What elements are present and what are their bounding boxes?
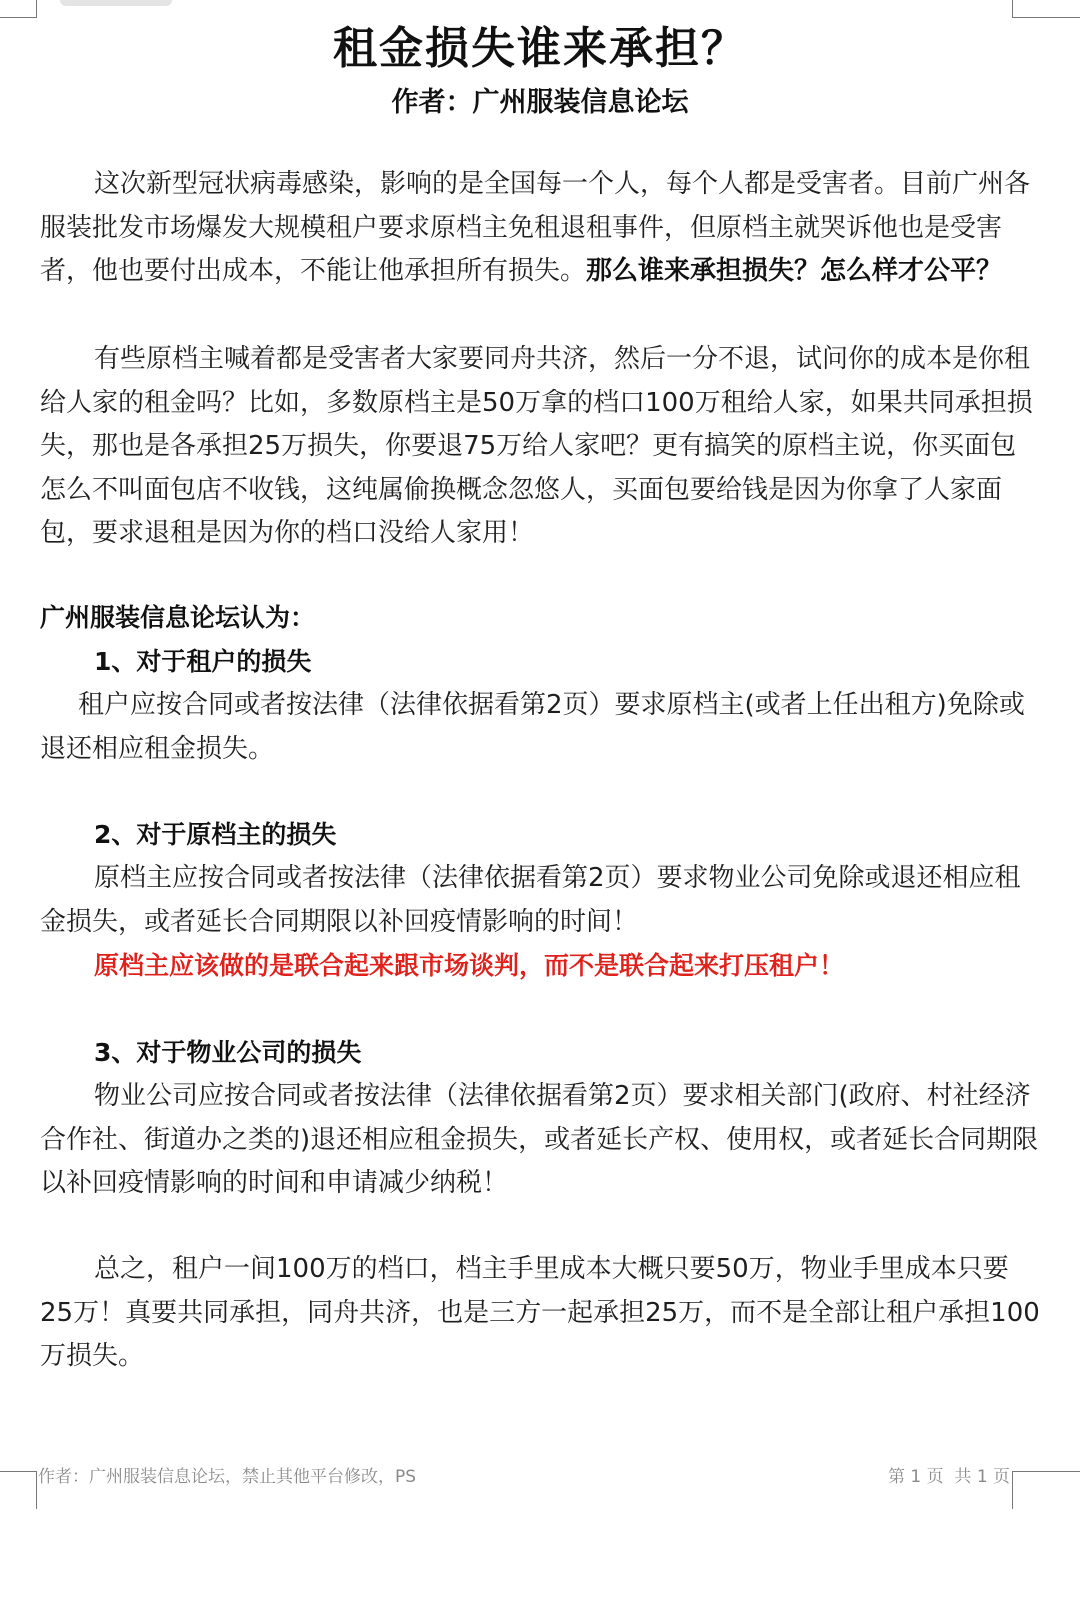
document-author: 作者：广州服装信息论坛 (391, 87, 689, 118)
crop-mark-bottom-left-v (36, 1471, 37, 1509)
paragraph-intro (40, 163, 1040, 294)
section2-highlight: 原档主应该做的是联合起来跟市场谈判，而不是联合起来打压租户！ (94, 951, 845, 980)
paragraph-argument: 有些原档主喊着都是受害者大家要同舟共济，然后一分不退，试问你的成本是你租给人家的租金吗？比如，多数原档主是50万拿的档口100万租给人家，如果共同承担损失，那也是各承担25万损失，你要退75万给人家吧？更有搞笑的原档主说，你买面包怎么不叫面包店不收钱，这纯属偷换概念忽悠人，买面包要给钱是因为你拿了人家面包，要求退租是因为你的档口没给人家用！ (40, 344, 1033, 548)
section1-heading: 1、对于租户的损失 (94, 647, 312, 676)
footer-author-note: 作者：广州服装信息论坛，禁止其他平台修改，PS (38, 1467, 417, 1487)
section3-body: 物业公司应按合同或者按法律（法律依据看第2页）要求相关部门(政府、村社经济合作社、街道办之类的)退还相应租金损失，或者延长产权、使用权，或者延长合同期限以补回疫情影响的时间和申请减少纳税！ (40, 1081, 1039, 1198)
paragraph-intro-text: 这次新型冠状病毒感染，影响的是全国每一个人，每个人都是受害者。目前广州各服装批发市场爆发大规模租户要求原档主免租退租事件，但原档主就哭诉他也是受害者，他也要付出成本，不能让他承担所有损失。 (40, 169, 1031, 286)
document-title: 租金损失谁来承担？ (333, 23, 747, 74)
crop-mark-bottom-right-h (1012, 1471, 1080, 1472)
section2-heading: 2、对于原档主的损失 (94, 820, 337, 849)
paragraph-conclusion: 总之，租户一间100万的档口，档主手里成本大概只要50万，物业手里成本只要25万！真要共同承担，同舟共济，也是三方一起承担25万，而不是全部让租户承担100万损失。 (40, 1254, 1040, 1371)
top-handle (60, 0, 172, 6)
section2-body: 原档主应按合同或者按法律（法律依据看第2页）要求物业公司免除或退还相应租金损失，或者延长合同期限以补回疫情影响的时间！ (40, 863, 1021, 937)
crop-mark-bottom-left-h (0, 1471, 37, 1472)
paragraph-intro-question: 那么谁来承担损失？怎么样才公平？ (586, 256, 1003, 286)
opinion-heading: 广州服装信息论坛认为： (40, 603, 316, 632)
section3-heading: 3、对于物业公司的损失 (94, 1038, 362, 1067)
footer-page-number: 第 1 页 共 1 页 (888, 1467, 1011, 1487)
crop-mark-bottom-right-v (1012, 1471, 1013, 1509)
section1-body: 租户应按合同或者按法律（法律依据看第2页）要求原档主(或者上任出租方)免除或退还相应租金损失。 (40, 690, 1025, 764)
